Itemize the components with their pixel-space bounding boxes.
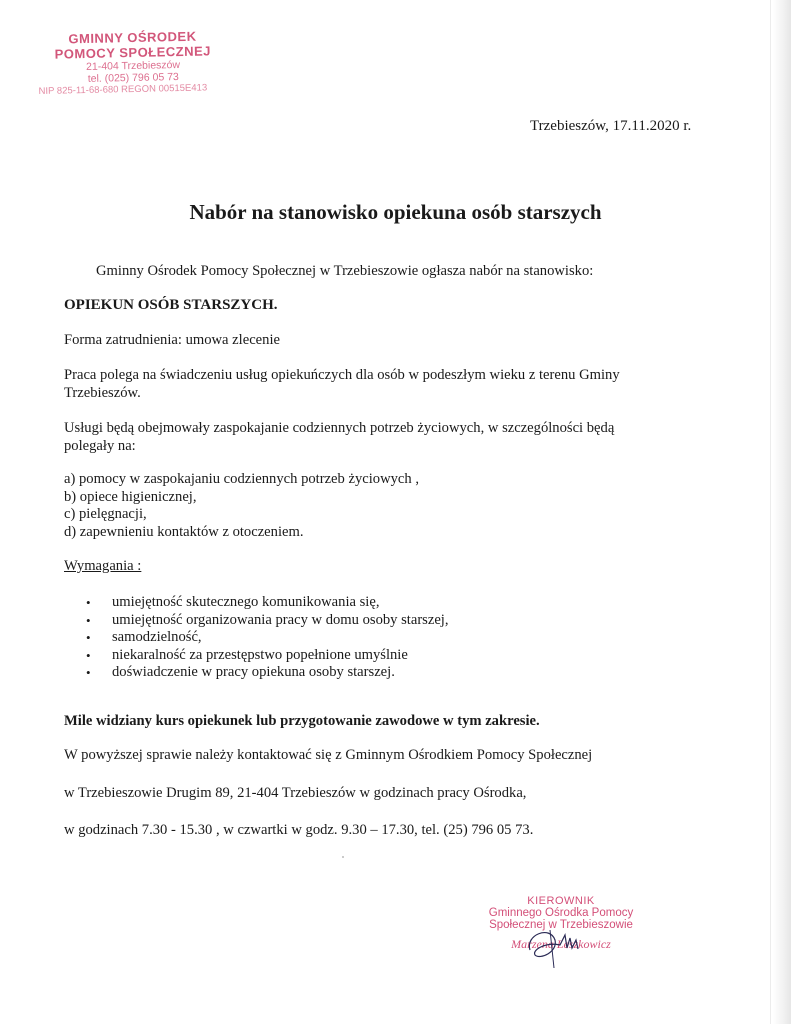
document-title: Nabór na stanowisko opiekuna osób starszych	[189, 200, 602, 224]
institution-stamp	[37, 28, 228, 98]
stamp-line: tel. (025) 796 05 73	[87, 71, 179, 85]
services-description: Usługi będą obejmowały zaspokajanie codziennych potrzeb życiowych, w szczególności będą polegały na:	[64, 420, 615, 454]
requirement-text: umiejętność skutecznego komunikowania się,	[112, 594, 380, 610]
scan-speck	[342, 856, 344, 858]
bullet-icon: •	[86, 647, 91, 663]
stamp-line: 21-404 Trzebieszów	[85, 59, 181, 73]
requirement-text: niekaralność za przestępstwo popełnione umyślnie	[112, 646, 408, 663]
stamp-line: GMINNY OŚRODEK	[68, 28, 197, 47]
requirement-text: doświadczenie w pracy opiekuna osoby starszej.	[112, 664, 395, 680]
requirement-text: umiejętność organizowania pracy w domu osoby starszej,	[112, 611, 449, 628]
list-item	[86, 664, 449, 682]
signature-icon	[520, 920, 590, 970]
stamp-line: Społecznej w Trzebieszowie	[489, 919, 633, 931]
requirement-text: samodzielność,	[112, 629, 202, 645]
list-item	[86, 612, 449, 630]
list-item	[86, 647, 449, 665]
bullet-icon: •	[86, 630, 91, 645]
stamp-line: NIP 825-11-68-680 REGON 00515E413	[38, 82, 208, 97]
bullet-icon: •	[86, 595, 91, 610]
stamp-line: POMOCY SPOŁECZNEJ	[54, 43, 212, 62]
requirements-list	[86, 594, 449, 682]
list-item: c) pielęgnacji,	[64, 506, 147, 522]
list-item	[86, 629, 449, 647]
contact-line: w Trzebieszowie Drugim 89, 21-404 Trzebieszów w godzinach pracy Ośrodka,	[64, 785, 527, 801]
scan-edge	[773, 0, 791, 1024]
employment-form: Forma zatrudnienia: umowa zlecenie	[64, 332, 280, 348]
stamp-line: Gminnego Ośrodka Pomocy	[488, 907, 634, 919]
scan-line	[770, 0, 771, 1024]
bullet-icon: •	[86, 612, 91, 628]
preferred-qualification: Mile widziany kurs opiekunek lub przygotowanie zawodowe w tym zakresie.	[64, 713, 540, 729]
requirements-heading: Wymagania :	[64, 558, 142, 574]
list-item	[86, 594, 449, 612]
contact-line: w godzinach 7.30 - 15.30 , w czwartki w godz. 9.30 – 17.30, tel. (25) 796 05 73.	[64, 822, 534, 838]
director-name: Marzena Leszkowicz	[511, 937, 611, 951]
job-title: OPIEKUN OSÓB STARSZYCH.	[64, 297, 278, 313]
stamp-line: KIEROWNIK	[527, 895, 595, 907]
contact-line: W powyższej sprawie należy kontaktować się z Gminnym Ośrodkiem Pomocy Społecznej	[64, 747, 593, 763]
services-list	[64, 471, 419, 541]
intro-paragraph: Gminny Ośrodek Pomocy Społecznej w Trzebieszowie ogłasza nabór na stanowisko:	[96, 263, 594, 279]
list-item: d) zapewnieniu kontaktów z otoczeniem.	[64, 523, 304, 540]
list-item: b) opiece higienicznej,	[64, 488, 197, 505]
list-item: a) pomocy w zaspokajaniu codziennych potrzeb życiowych ,	[64, 471, 419, 487]
bullet-icon: •	[86, 665, 91, 680]
document-date: Trzebieszów, 17.11.2020 r.	[530, 118, 692, 134]
job-description: Praca polega na świadczeniu usług opiekuńczych dla osób w podeszłym wieku z terenu Gminy Trzebieszów.	[64, 367, 620, 401]
